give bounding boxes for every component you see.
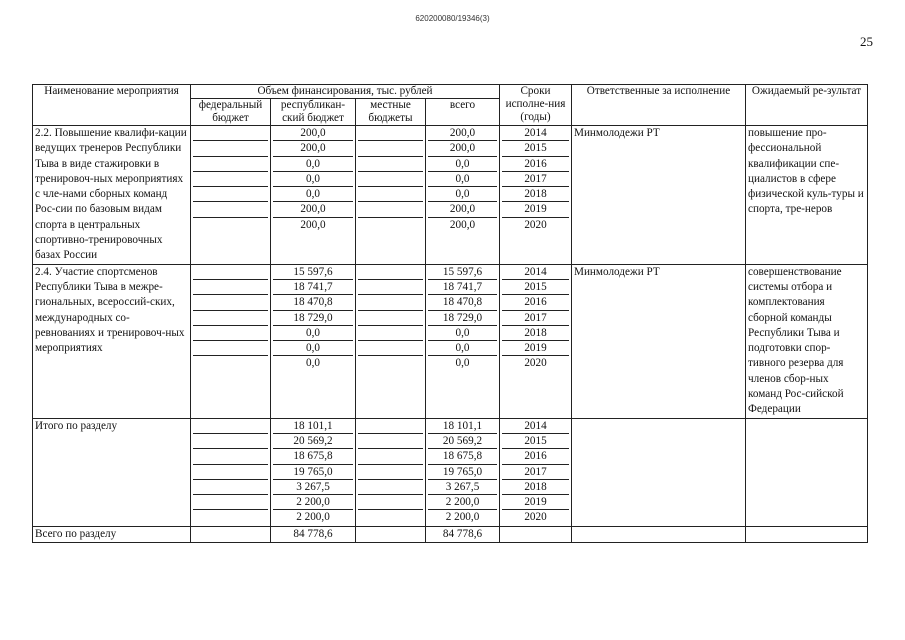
- federal-value: [193, 202, 268, 217]
- header-responsible: Ответственные за исполнение: [572, 85, 746, 126]
- republic-value: 2 200,0: [273, 495, 353, 510]
- total-value: 0,0: [455, 357, 470, 370]
- federal-value: [193, 218, 268, 233]
- local-value-column: [356, 418, 426, 526]
- section-name: Итого по разделу: [33, 418, 191, 526]
- year-value: 2019: [502, 341, 569, 356]
- header-local: местные бюджеты: [356, 99, 426, 126]
- year-value: 2017: [502, 465, 569, 480]
- header-republic: республикан-ский бюджет: [271, 99, 356, 126]
- republic-value: 19 765,0: [273, 465, 353, 480]
- year-value: 2017: [502, 311, 569, 326]
- republic-value: 200,0: [300, 218, 326, 231]
- total-value: 200,0: [428, 141, 497, 156]
- year-value: 2014: [502, 126, 569, 141]
- republic-value: 3 267,5: [273, 480, 353, 495]
- year-value: 2016: [502, 157, 569, 172]
- grand-total-row: [33, 526, 868, 542]
- document-id: 620200080/19346(3): [415, 14, 490, 23]
- republic-value: 0,0: [273, 326, 353, 341]
- federal-value: [193, 341, 268, 356]
- local-value: [358, 311, 423, 326]
- year-value: 2020: [524, 511, 547, 524]
- total-value: 18 675,8: [428, 449, 497, 464]
- local-value: [358, 218, 423, 233]
- local-value: [358, 172, 423, 187]
- federal-value: [193, 157, 268, 172]
- federal-value: [193, 280, 268, 295]
- local-value: [358, 434, 423, 449]
- total-value: 0,0: [428, 187, 497, 202]
- header-terms: Сроки исполне-ния (годы): [500, 85, 572, 126]
- local-value: [358, 495, 423, 510]
- federal-value-column: [191, 264, 271, 418]
- result-cell: совершенствование системы отбора и комплектования сборной команды Республики Тыва и подготовки спор-тивного резерва для членов сбор-ных команд Рос-сийской Федерации: [746, 264, 868, 418]
- total-value: 19 765,0: [428, 465, 497, 480]
- total-value: 18 741,7: [428, 280, 497, 295]
- federal-value: [193, 495, 268, 510]
- year-value-column: [500, 418, 572, 526]
- federal-value: [193, 172, 268, 187]
- republic-value-column: [271, 264, 356, 418]
- year-value: 2019: [502, 202, 569, 217]
- republic-value: 200,0: [273, 141, 353, 156]
- responsible-cell: [572, 418, 746, 526]
- header-total: всего: [426, 99, 500, 126]
- federal-value-column: [191, 126, 271, 265]
- republic-value: 15 597,6: [273, 265, 353, 280]
- total-value: 2 200,0: [428, 495, 497, 510]
- year-value: 2018: [502, 187, 569, 202]
- total-value: 15 597,6: [428, 265, 497, 280]
- total-value-column: [426, 126, 500, 265]
- republic-value-column: [271, 418, 356, 526]
- federal-value: [193, 356, 268, 371]
- local-value-column: [356, 264, 426, 418]
- grand-total-label: Всего по разделу: [33, 526, 191, 542]
- grand-total-year: [500, 526, 572, 542]
- year-value-column: [500, 126, 572, 265]
- year-value: 2018: [502, 480, 569, 495]
- total-value: 18 470,8: [428, 295, 497, 310]
- federal-value: [193, 311, 268, 326]
- local-value: [358, 510, 423, 525]
- local-value: [358, 326, 423, 341]
- total-value: 0,0: [428, 341, 497, 356]
- responsible-cell: Минмолодежи РТ: [572, 126, 746, 265]
- year-value: 2016: [502, 295, 569, 310]
- republic-value: 18 675,8: [273, 449, 353, 464]
- republic-value: 0,0: [273, 172, 353, 187]
- year-value: 2020: [524, 357, 547, 370]
- section-row: [33, 126, 868, 265]
- header-name: Наименование мероприятия: [33, 85, 191, 126]
- header-federal: федеральный бюджет: [191, 99, 271, 126]
- header-result: Ожидаемый ре-зультат: [746, 85, 868, 126]
- grand-total-result: [746, 526, 868, 542]
- local-value: [358, 202, 423, 217]
- year-value: 2016: [502, 449, 569, 464]
- total-value-column: [426, 264, 500, 418]
- federal-value: [193, 141, 268, 156]
- local-value: [358, 419, 423, 434]
- republic-value: 0,0: [306, 357, 320, 370]
- federal-value: [193, 510, 268, 525]
- result-cell: [746, 418, 868, 526]
- header-funding: Объем финансирования, тыс. рублей: [191, 85, 500, 99]
- federal-value: [193, 419, 268, 434]
- year-value: 2015: [502, 141, 569, 156]
- republic-value-column: [271, 126, 356, 265]
- republic-value: 18 729,0: [273, 311, 353, 326]
- federal-value: [193, 295, 268, 310]
- year-value: 2017: [502, 172, 569, 187]
- federal-value: [193, 187, 268, 202]
- total-value: 18 101,1: [428, 419, 497, 434]
- federal-value-column: [191, 418, 271, 526]
- year-value: 2019: [502, 495, 569, 510]
- local-value: [358, 295, 423, 310]
- year-value: 2020: [524, 218, 547, 231]
- local-value: [358, 341, 423, 356]
- federal-value: [193, 449, 268, 464]
- republic-value: 0,0: [273, 341, 353, 356]
- federal-value: [193, 434, 268, 449]
- funding-table: [32, 84, 868, 543]
- grand-total-local: [356, 526, 426, 542]
- total-value: 200,0: [428, 126, 497, 141]
- local-value: [358, 187, 423, 202]
- total-value: 0,0: [428, 326, 497, 341]
- page-number: 25: [860, 34, 873, 49]
- year-value: 2015: [502, 434, 569, 449]
- local-value: [358, 356, 423, 371]
- year-value: 2014: [502, 419, 569, 434]
- federal-value: [193, 480, 268, 495]
- federal-value: [193, 265, 268, 280]
- local-value-column: [356, 126, 426, 265]
- total-value: 200,0: [449, 218, 476, 231]
- republic-value: 2 200,0: [296, 511, 330, 524]
- total-value: 2 200,0: [445, 511, 480, 524]
- republic-value: 200,0: [273, 126, 353, 141]
- republic-value: 18 470,8: [273, 295, 353, 310]
- responsible-cell: Минмолодежи РТ: [572, 264, 746, 418]
- year-value: 2018: [502, 326, 569, 341]
- total-value: 18 729,0: [428, 311, 497, 326]
- total-value-column: [426, 418, 500, 526]
- local-value: [358, 465, 423, 480]
- total-value: 200,0: [428, 202, 497, 217]
- federal-value: [193, 326, 268, 341]
- total-value: 0,0: [428, 157, 497, 172]
- local-value: [358, 280, 423, 295]
- local-value: [358, 265, 423, 280]
- grand-total-republic: 84 778,6: [271, 526, 356, 542]
- federal-value: [193, 126, 268, 141]
- local-value: [358, 157, 423, 172]
- republic-value: 200,0: [273, 202, 353, 217]
- local-value: [358, 480, 423, 495]
- year-value-column: [500, 264, 572, 418]
- total-value: 0,0: [428, 172, 497, 187]
- section-row: [33, 264, 868, 418]
- grand-total-total: 84 778,6: [426, 526, 500, 542]
- republic-value: 18 741,7: [273, 280, 353, 295]
- year-value: 2014: [502, 265, 569, 280]
- republic-value: 0,0: [273, 157, 353, 172]
- header-row: [33, 85, 868, 99]
- section-row: [33, 418, 868, 526]
- local-value: [358, 449, 423, 464]
- section-name: 2.2. Повышение квалифи-кации ведущих тренеров Республики Тыва в виде стажировки в тренировоч-ных мероприятиях с чле-нами сборных команд Рос-сии по базовым видам спорта в центральных спортивно-тренировочных базах России: [33, 126, 191, 265]
- grand-total-responsible: [572, 526, 746, 542]
- result-cell: повышение про-фессиональной квалификации спе-циалистов в сфере физической куль-туры и спорта, тре-неров: [746, 126, 868, 265]
- total-value: 20 569,2: [428, 434, 497, 449]
- local-value: [358, 141, 423, 156]
- federal-value: [193, 465, 268, 480]
- grand-total-federal: [191, 526, 271, 542]
- republic-value: 20 569,2: [273, 434, 353, 449]
- year-value: 2015: [502, 280, 569, 295]
- total-value: 3 267,5: [428, 480, 497, 495]
- republic-value: 0,0: [273, 187, 353, 202]
- republic-value: 18 101,1: [273, 419, 353, 434]
- section-name: 2.4. Участие спортсменов Республики Тыва в межре-гиональных, всероссий-ских, международных со-ревнованиях и тренировоч-ных мероприятиях: [33, 264, 191, 418]
- local-value: [358, 126, 423, 141]
